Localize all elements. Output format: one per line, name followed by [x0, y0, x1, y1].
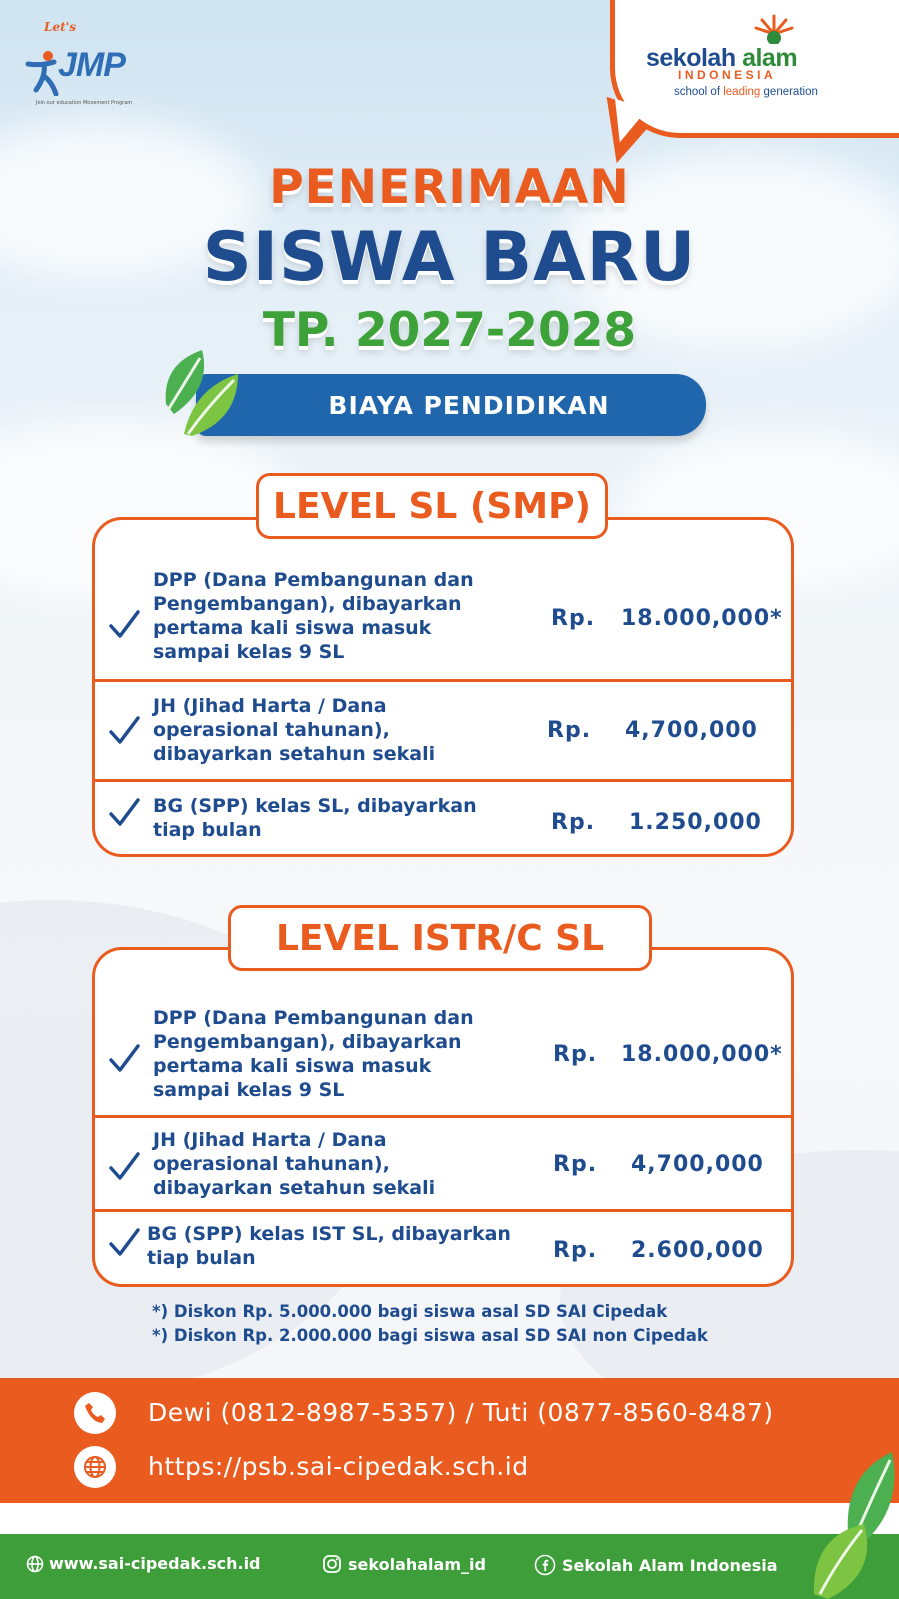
jump-logo-text [58, 46, 125, 85]
fee-desc [153, 694, 435, 766]
fee-desc-line: BG (SPP) kelas IST SL, dibayarkan [147, 1223, 511, 1245]
fee-desc-line: Pengembangan), dibayarkan [153, 1031, 462, 1053]
fee-desc-line: JH (Jihad Harta / Dana [153, 1129, 387, 1151]
check-icon [107, 796, 141, 830]
heading-school-year: TP. 2027-2028 [262, 303, 637, 358]
check-icon [107, 714, 141, 748]
heading-penerimaan: PENERIMAAN [269, 160, 630, 215]
fee-desc [153, 1006, 474, 1102]
fee-row-bg [95, 782, 791, 857]
logo-country: INDONESIA [678, 68, 777, 82]
tagline-a: school of [674, 86, 724, 98]
fee-desc-line: operasional tahunan), [153, 1153, 390, 1175]
fee-currency: Rp. [553, 1238, 598, 1263]
phone-icon [74, 1392, 116, 1434]
jump-logo-sub: Join our education Movement Program [36, 100, 133, 106]
fee-currency: Rp. [553, 1152, 598, 1177]
fee-amount: 4,700,000 [625, 718, 758, 743]
fee-amount: 18.000,000* [621, 1042, 783, 1067]
fee-desc [153, 568, 474, 664]
fee-amount: 4,700,000 [631, 1152, 764, 1177]
jump-logo [24, 20, 144, 112]
contact-url[interactable]: https://psb.sai-cipedak.sch.id [148, 1452, 529, 1481]
biaya-pendidikan-band: BIAYA PENDIDIKAN [196, 374, 706, 436]
instagram-icon [322, 1554, 342, 1574]
fee-amount: 1.250,000 [629, 810, 762, 835]
tagline-lead: leading [723, 86, 761, 98]
jump-logo-small: Let's [44, 20, 77, 34]
footer-facebook-text: Sekolah Alam Indonesia [562, 1555, 778, 1575]
level-istr-c-sl-title: LEVEL ISTR/C SL [228, 905, 652, 971]
fee-row-bg [95, 1212, 791, 1287]
fee-desc-line: DPP (Dana Pembangunan dan [153, 569, 474, 591]
level-istr-c-sl-card [92, 947, 794, 1287]
check-icon [107, 1042, 141, 1076]
check-icon [107, 608, 141, 642]
fee-desc-line: JH (Jihad Harta / Dana [153, 695, 387, 717]
logo-name-b: alam [742, 44, 798, 72]
fee-row-jh [95, 1118, 791, 1212]
fee-desc [153, 794, 477, 842]
level-sl-smp-title: LEVEL SL (SMP) [256, 473, 608, 539]
footer-instagram-text: sekolahalam_id [348, 1554, 486, 1574]
discount-note: *) Diskon Rp. 5.000.000 bagi siswa asal SD SAI Cipedak [152, 1302, 668, 1321]
fee-desc-line: Pengembangan), dibayarkan [153, 593, 462, 615]
leaf-icon [154, 344, 244, 438]
fee-desc-line: tiap bulan [153, 819, 262, 841]
fee-desc-line: tiap bulan [147, 1247, 256, 1269]
fee-currency: Rp. [551, 606, 596, 631]
footer-instagram[interactable] [322, 1554, 486, 1574]
fee-desc-line: pertama kali siswa masuk [153, 1055, 432, 1077]
fee-desc-line: dibayarkan setahun sekali [153, 1177, 436, 1199]
sekolah-alam-logo [596, 0, 899, 168]
fee-currency: Rp. [551, 810, 596, 835]
fee-desc-line: sampai kelas 9 SL [153, 1079, 345, 1101]
jump-logo-rest: MP [75, 46, 125, 84]
fee-desc-line: dibayarkan setahun sekali [153, 743, 436, 765]
globe-icon [26, 1555, 44, 1573]
fee-currency: Rp. [553, 1042, 598, 1067]
fee-desc-line: sampai kelas 9 SL [153, 641, 345, 663]
leaf-icon [808, 1444, 899, 1599]
contact-phone[interactable]: Dewi (0812-8987-5357) / Tuti (0877-8560-8487) [148, 1398, 774, 1427]
fee-currency: Rp. [547, 718, 592, 743]
fee-desc-line: pertama kali siswa masuk [153, 617, 432, 639]
fee-desc-line: DPP (Dana Pembangunan dan [153, 1007, 474, 1029]
discount-notes [152, 1300, 708, 1348]
fee-amount: 2.600,000 [631, 1238, 764, 1263]
tagline-b: generation [760, 86, 818, 98]
fee-amount: 18.000,000* [621, 606, 783, 631]
fee-row-jh [95, 682, 791, 782]
logo-tagline [674, 86, 818, 98]
facebook-icon [534, 1554, 556, 1576]
fee-desc [153, 1128, 435, 1200]
fee-desc-line: operasional tahunan), [153, 719, 390, 741]
fee-desc [147, 1222, 511, 1270]
check-icon [107, 1226, 141, 1260]
logo-name-a: sekolah [646, 44, 736, 72]
fee-row-dpp [95, 950, 791, 1118]
heading-siswa-baru: SISWA BARU [202, 218, 697, 297]
jumping-person-icon [24, 50, 60, 96]
fee-row-dpp [95, 520, 791, 682]
fee-desc-line: BG (SPP) kelas SL, dibayarkan [153, 795, 477, 817]
sun-icon [754, 14, 794, 44]
contact-band [0, 1378, 899, 1503]
footer-website[interactable] [26, 1554, 261, 1573]
check-icon [107, 1150, 141, 1184]
jump-logo-j: J [58, 46, 76, 84]
level-sl-smp-card [92, 517, 794, 857]
globe-icon [74, 1446, 116, 1488]
footer-website-text: www.sai-cipedak.sch.id [49, 1554, 261, 1573]
discount-note: *) Diskon Rp. 2.000.000 bagi siswa asal SD SAI non Cipedak [152, 1326, 708, 1345]
footer-facebook[interactable] [534, 1554, 778, 1576]
